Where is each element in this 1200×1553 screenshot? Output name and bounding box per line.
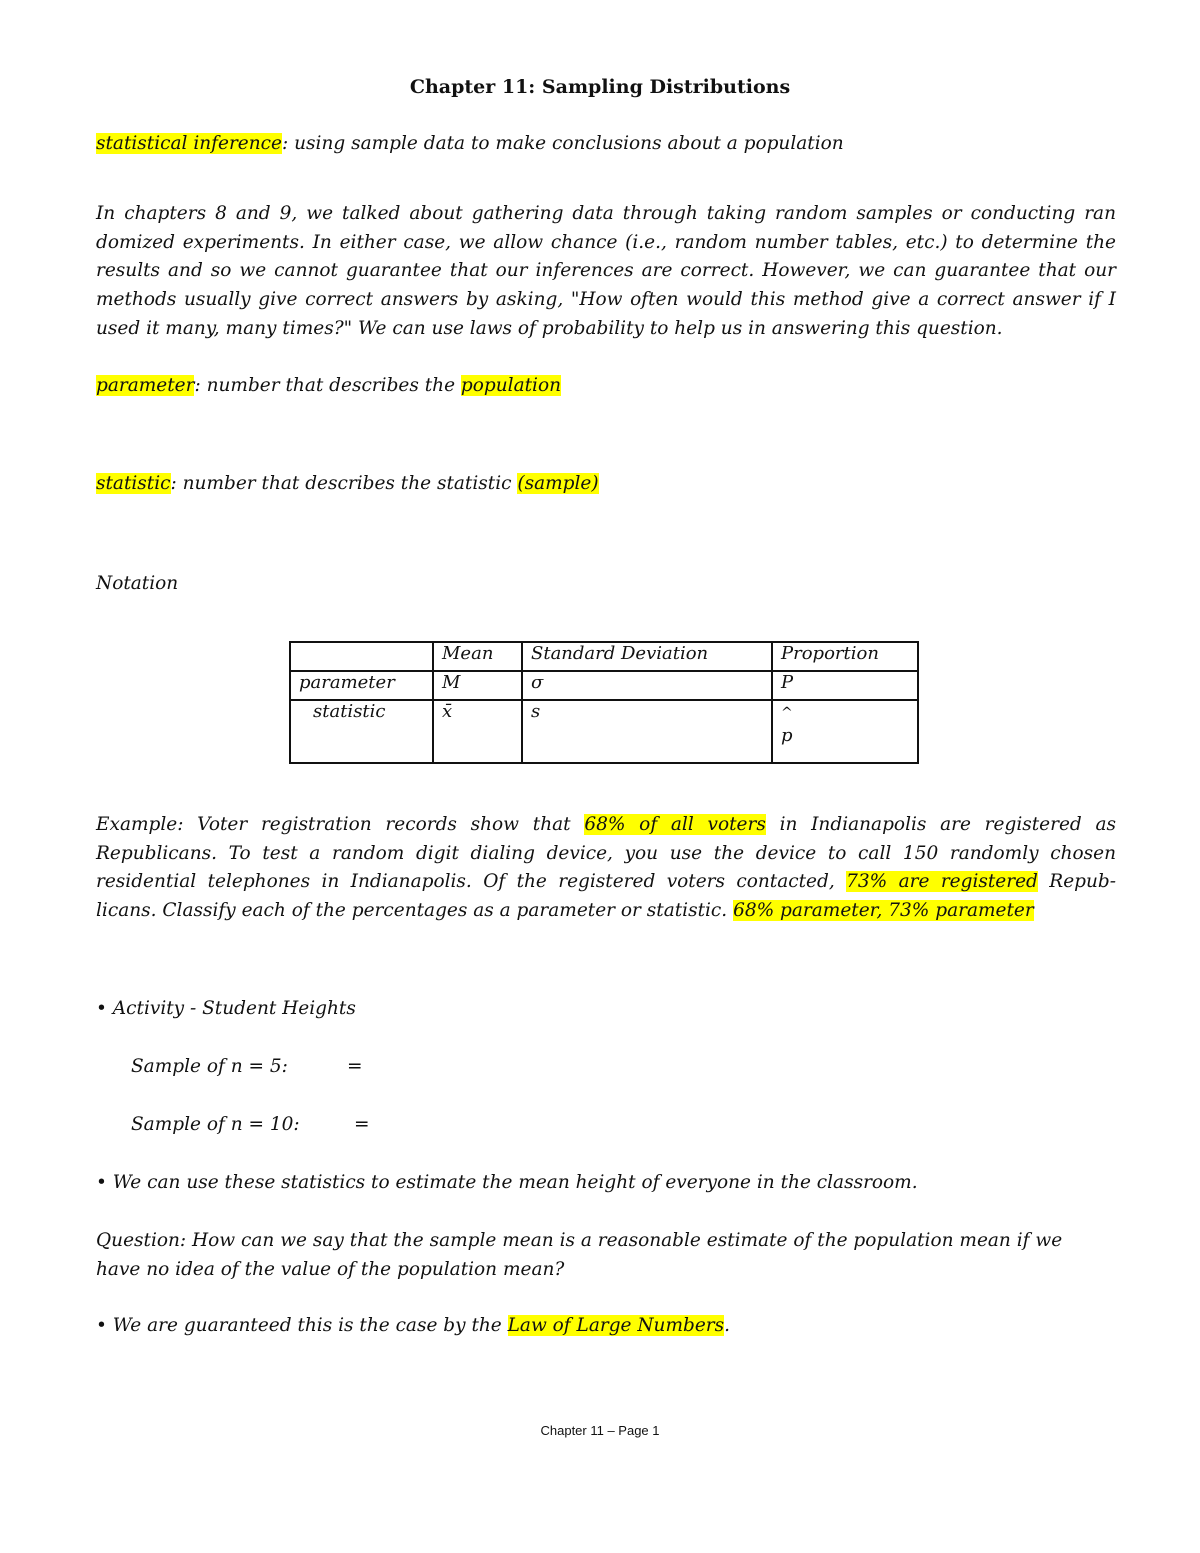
table-header-mean: Mean <box>433 642 522 671</box>
definition-text: : using sample data to make conclusions about a population <box>282 133 844 154</box>
intro-line: methods usually give correct answers by asking, "How often would this method give a correct answer if I <box>96 289 1116 311</box>
question-line: Question: How can we say that the sample mean is a reasonable estimate of the population mean if we <box>96 1230 1063 1251</box>
highlight-answer: 68% parameter, 73% parameter <box>733 900 1034 922</box>
page-title: Chapter 11: Sampling Distributions <box>409 76 791 98</box>
hat-symbol: ^ <box>781 705 793 721</box>
table-cell-mu: Μ <box>433 671 522 700</box>
sample-n10-equals: = <box>354 1114 370 1135</box>
table-cell-p: P <box>772 671 918 700</box>
highlight-73-percent: 73% are registered <box>846 871 1038 893</box>
bullet-estimate: • We can use these statistics to estimate the mean height of everyone in the classroom. <box>96 1172 918 1193</box>
example-text: Repub- <box>1049 871 1117 893</box>
intro-line: domized experiments. In either case, we allow chance (i.e., random number tables, etc.) to determine the <box>96 231 1116 253</box>
definition-parameter <box>96 375 561 396</box>
table-cell <box>290 642 433 671</box>
bullet-end: . <box>724 1315 731 1336</box>
table-cell-parameter: parameter <box>290 671 433 700</box>
notation-table <box>289 641 919 764</box>
definition-statistic <box>96 473 599 494</box>
table-header-std-dev: Standard Deviation <box>522 642 772 671</box>
intro-paragraph <box>96 200 1116 344</box>
sample-n10-label: Sample of n = 10: <box>131 1114 300 1135</box>
example-line: Republicans. To test a random digit dialing device, you use the device to call 150 randomly chosen <box>96 842 1116 864</box>
definition-text: : number that describes the statistic <box>170 473 518 494</box>
example-paragraph <box>96 811 1116 926</box>
bullet-law-large-numbers <box>96 1315 730 1336</box>
example-text: licans. Classify each of the percentages as a parameter or statistic. <box>96 900 728 922</box>
p-symbol: p <box>781 725 793 746</box>
table-row <box>290 700 918 763</box>
term-parameter: parameter <box>96 375 195 396</box>
term-law-of-large-numbers: Law of Large Numbers <box>507 1315 725 1336</box>
definition-statistical-inference <box>96 133 844 154</box>
example-line <box>96 897 1116 926</box>
notation-label: Notation <box>96 573 179 594</box>
definition-text: : number that describes the <box>194 375 461 396</box>
term-statistical-inference: statistical inference <box>96 133 282 154</box>
table-cell-statistic: statistic <box>290 700 433 763</box>
example-text: residential telephones in Indianapolis. Of the registered voters contacted, <box>96 871 835 893</box>
table-cell-x-bar: x̄ <box>433 700 522 763</box>
example-text: Example: Voter registration records show that <box>96 814 571 835</box>
intro-line: results and so we cannot guarantee that our inferences are correct. However, we can guarantee that our <box>96 260 1116 282</box>
sample-n5-label: Sample of n = 5: <box>131 1056 288 1077</box>
question-line: have no idea of the value of the population mean? <box>96 1259 565 1280</box>
example-text: in Indianapolis are registered as <box>779 814 1117 835</box>
bullet-text: • We are guaranteed this is the case by the <box>96 1315 508 1336</box>
table-cell-sigma: σ <box>522 671 772 700</box>
example-line <box>96 811 1116 840</box>
page-footer: Chapter 11 – Page 1 <box>540 1423 660 1438</box>
intro-line: In chapters 8 and 9, we talked about gathering data through taking random samples or conducting ran <box>96 203 1116 224</box>
answer-population: population <box>460 375 562 396</box>
answer-sample: (sample) <box>517 473 599 494</box>
sample-n5-equals: = <box>347 1056 363 1077</box>
highlight-68-percent: 68% of all voters <box>584 814 766 835</box>
table-cell-p-hat <box>772 700 918 763</box>
table-header-proportion: Proportion <box>772 642 918 671</box>
activity-heading: • Activity - Student Heights <box>96 998 356 1019</box>
table-row <box>290 671 918 700</box>
intro-line: used it many, many times?" We can use laws of probability to help us in answering this question. <box>96 317 1003 339</box>
term-statistic: statistic <box>96 473 171 494</box>
example-line <box>96 868 1116 897</box>
table-header-row <box>290 642 918 671</box>
table-cell-s: s <box>522 700 772 763</box>
